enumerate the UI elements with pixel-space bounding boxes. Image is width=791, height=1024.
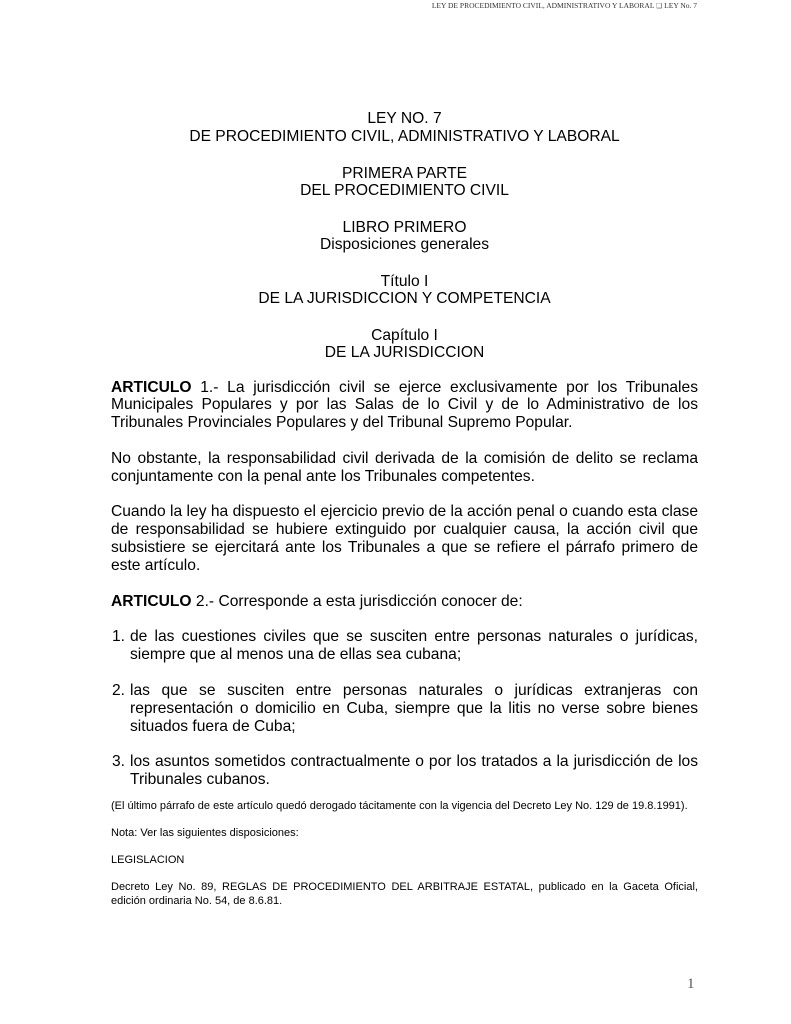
chapter-label: Capítulo I	[371, 326, 438, 344]
chapter-heading	[111, 327, 698, 362]
legislation-heading: LEGISLACION	[111, 854, 185, 867]
page-number: 1	[687, 976, 695, 992]
running-header-suffix: LEY No. 7	[664, 1, 697, 10]
article-2	[111, 593, 698, 611]
law-number: LEY NO. 7	[367, 110, 442, 127]
list-item-text: las que se susciten entre personas naturales o jurídicas extranjeras con representación o domicilio en Cuba, siempre que la litis no verse sobre bienes situados fuera de Cuba;	[130, 682, 698, 735]
title-name: DE LA JURISDICCION Y COMPETENCIA	[258, 290, 551, 307]
list-item	[111, 628, 698, 664]
article-1-paragraph: No obstante, la responsabilidad civil derivada de la comisión de delito se reclama conjuntamente con la penal ante los Tribunales competentes.	[111, 449, 698, 485]
part-label: PRIMERA PARTE	[341, 164, 468, 182]
article-1	[111, 379, 698, 432]
list-item	[111, 682, 698, 735]
derogation-note: (El último párrafo de este artículo quedó derogado tácitamente con la vigencia del Decreto Ley No. 129 de 19.8.1991).	[111, 800, 688, 813]
list-item-number: 2.	[112, 682, 126, 700]
document-page	[111, 110, 698, 921]
running-header-title: LEY DE PROCEDIMIENTO CIVIL, ADMINISTRATIVO Y LABORAL	[431, 1, 655, 10]
title-label: Título I	[380, 272, 429, 290]
running-header	[432, 1, 697, 10]
article-2-label: ARTICULO	[111, 592, 192, 610]
article-1-number: 1.-	[191, 378, 228, 396]
law-heading	[111, 110, 698, 145]
part-name: DEL PROCEDIMIENTO CIVIL	[300, 182, 509, 199]
see-also-note: Nota: Ver las siguientes disposiciones:	[111, 827, 299, 840]
list-item-number: 3.	[112, 753, 126, 771]
title-heading	[111, 273, 698, 308]
article-2-text: Corresponde a esta jurisdicción conocer de:	[218, 592, 523, 610]
book-label: LIBRO PRIMERO	[342, 218, 467, 236]
article-1-text: La jurisdicción civil se ejerce exclusivamente por los Tribunales Municipales Populares y por las Salas de lo Civil y de lo Administrativo de los Tribunales Provinciales Populares y del Tribunal Supremo Popular.	[111, 378, 698, 432]
separator-icon: ❏	[656, 2, 663, 10]
list-item-text: de las cuestiones civiles que se susciten entre personas naturales o jurídicas, siempre que al menos una de ellas sea cubana;	[130, 628, 698, 664]
part-heading	[111, 165, 698, 200]
article-1-label: ARTICULO	[111, 378, 192, 396]
article-2-list	[111, 628, 698, 789]
law-name: DE PROCEDIMIENTO CIVIL, ADMINISTRATIVO Y LABORAL	[189, 127, 620, 145]
article-2-number: 2.-	[191, 592, 219, 610]
article-1-paragraph: Cuando la ley ha dispuesto el ejercicio previo de la acción penal o cuando esta clase de responsabilidad se hubiere extinguido por cualquier causa, la acción civil que subsistiere se ejercitará ante los Tribunales a que se refiere el párrafo primero de este artículo.	[111, 503, 698, 574]
book-name: Disposiciones generales	[319, 236, 490, 253]
legislation-entry: Decreto Ley No. 89, REGLAS DE PROCEDIMIENTO DEL ARBITRAJE ESTATAL, publicado en la Gaceta Oficial, edición ordinaria No. 54, de 8.6.81.	[111, 881, 698, 908]
book-heading	[111, 219, 698, 254]
list-item-text: los asuntos sometidos contractualmente o por los tratados a la jurisdicción de los Tribunales cubanos.	[130, 753, 698, 789]
list-item-number: 1.	[112, 628, 126, 646]
list-item	[111, 753, 698, 789]
chapter-name: DE LA JURISDICCION	[324, 344, 485, 361]
